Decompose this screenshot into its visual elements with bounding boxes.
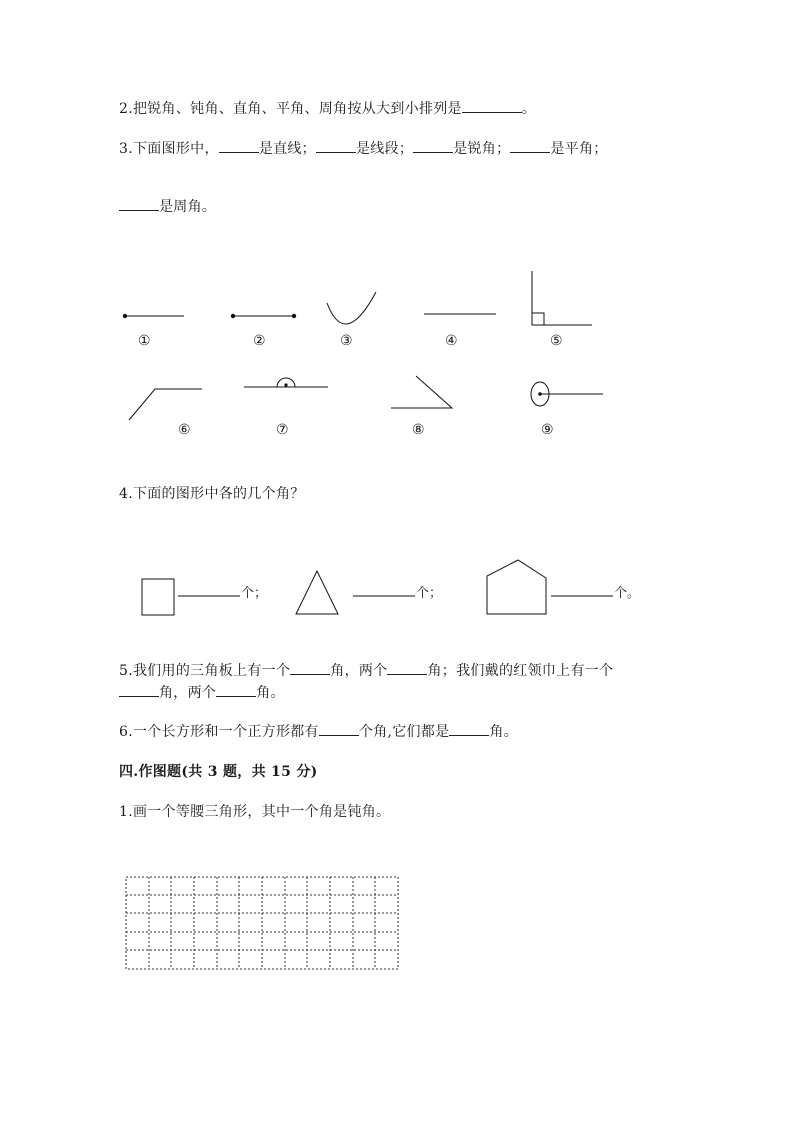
drawing-grid[interactable]	[126, 877, 398, 969]
figure-obtuse-angle	[129, 389, 202, 420]
shape-pentagon	[487, 560, 546, 614]
figure-right-angle	[532, 271, 592, 325]
question-6-part-1: 6.一个长方形和一个正方形都有	[119, 724, 319, 740]
figure-label-9: ⑨	[541, 422, 554, 438]
figure-full-angle	[531, 382, 603, 406]
question-4-unit-3: 个。	[614, 586, 641, 601]
figure-label-6: ⑥	[178, 422, 191, 438]
question-3-part-3: 是锐角；	[453, 141, 511, 157]
figure-label-4: ④	[445, 333, 458, 349]
shape-triangle	[296, 571, 338, 614]
figure-straight-angle	[244, 378, 328, 387]
shape-rectangle	[142, 579, 174, 615]
answer-blank[interactable]	[319, 721, 359, 736]
section-4-title: 四.作图题(共 3 题，共 15 分)	[119, 764, 318, 780]
figure-label-2: ②	[253, 333, 266, 349]
question-3-prefix: 3.下面图形中，	[119, 141, 219, 157]
figure-label-8: ⑧	[412, 422, 425, 438]
figure-label-3: ③	[340, 333, 353, 349]
figure-segment	[231, 314, 296, 318]
section-4-question-1: 1.画一个等腰三角形，其中一个角是钝角。	[119, 804, 391, 820]
figure-label-7: ⑦	[276, 422, 289, 438]
question-6-part-2: 个角,它们都是	[358, 724, 450, 740]
figure-acute-angle	[391, 376, 452, 408]
question-4-unit-1: 个；	[241, 586, 268, 601]
question-6-part-3: 角。	[489, 724, 519, 740]
question-5-part-1: 5.我们用的三角板上有一个	[119, 663, 291, 679]
question-3-part-4: 是平角；	[550, 141, 608, 157]
question-5-line-2	[119, 682, 285, 702]
figure-label-1: ①	[138, 333, 151, 349]
answer-blank[interactable]	[290, 660, 330, 675]
question-3-part-5: 是周角。	[159, 199, 217, 215]
answer-blank[interactable]	[216, 682, 256, 697]
question-3-part-2: 是线段；	[355, 141, 414, 157]
question-3-part-1: 是直线；	[258, 141, 316, 157]
figure-label-5: ⑤	[550, 333, 563, 349]
figure-curve	[327, 292, 376, 324]
answer-blank[interactable]	[387, 660, 427, 675]
question-5-part-3: 角；我们戴的红领巾上有一个	[427, 663, 614, 679]
question-4-unit-2: 个；	[416, 586, 443, 601]
question-5-line-1	[119, 660, 613, 680]
question-2-text: 2.把锐角、钝角、直角、平角、周角按从大到小排列是	[119, 101, 462, 117]
answer-blank[interactable]	[449, 721, 489, 736]
question-6	[119, 721, 518, 741]
question-2-end: 。	[521, 101, 537, 117]
question-5-part-5: 角。	[256, 685, 285, 701]
answer-blank[interactable]	[119, 682, 159, 697]
question-5-part-4: 角，两个	[159, 685, 217, 701]
question-5-part-2: 角，两个	[330, 663, 388, 679]
question-4: 4.下面的图形中各的几个角？	[119, 486, 305, 502]
figure-ray	[123, 314, 184, 318]
